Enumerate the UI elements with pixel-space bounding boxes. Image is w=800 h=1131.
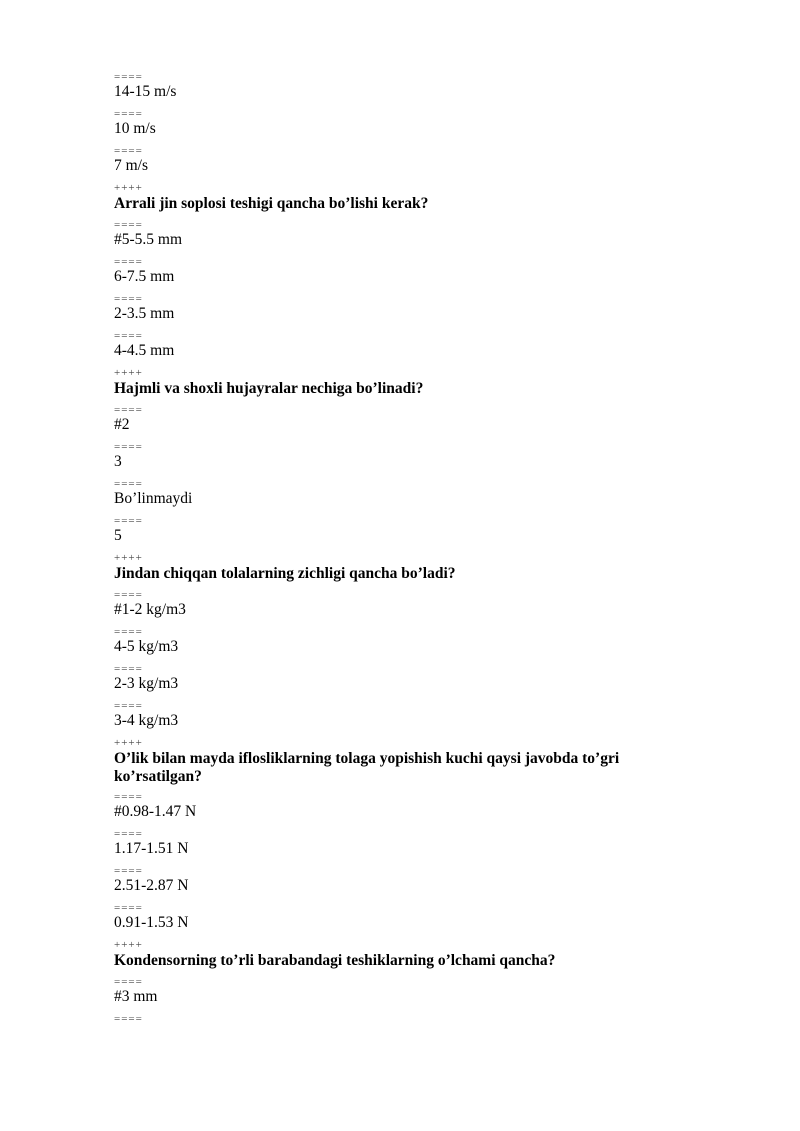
- answer-option: 3: [114, 453, 122, 470]
- question-separator: ++++: [114, 940, 143, 951]
- answer-option: 10 m/s: [114, 120, 156, 137]
- answer-option: 0.91-1.53 N: [114, 914, 189, 931]
- option-separator: ====: [114, 792, 143, 803]
- answer-option: Bo’linmaydi: [114, 490, 193, 507]
- option-separator: ====: [114, 294, 143, 305]
- option-separator: ====: [114, 109, 143, 120]
- answer-option: 7 m/s: [114, 157, 149, 174]
- question-separator: ++++: [114, 183, 143, 194]
- answer-option: 2-3 kg/m3: [114, 675, 179, 692]
- option-separator: ====: [114, 1014, 143, 1025]
- answer-option: #1-2 kg/m3: [114, 601, 186, 618]
- answer-option: 3-4 kg/m3: [114, 712, 179, 729]
- option-separator: ====: [114, 257, 143, 268]
- answer-option: #5-5.5 mm: [114, 231, 183, 248]
- question-separator: ++++: [114, 738, 143, 749]
- answer-option: 4-4.5 mm: [114, 342, 175, 359]
- option-separator: ====: [114, 829, 143, 840]
- question-text: Arrali jin soplosi teshigi qancha bo’lishi kerak?: [114, 195, 429, 212]
- question-separator: ++++: [114, 368, 143, 379]
- option-separator: ====: [114, 405, 143, 416]
- option-separator: ====: [114, 516, 143, 527]
- question-text: Hajmli va shoxli hujayralar nechiga bo’linadi?: [114, 380, 424, 397]
- answer-option: 5: [114, 527, 122, 544]
- option-separator: ====: [114, 664, 143, 675]
- question-text: Kondensorning to’rli barabandagi teshiklarning o’lchami qancha?: [114, 952, 556, 969]
- option-separator: ====: [114, 627, 143, 638]
- answer-option: 6-7.5 mm: [114, 268, 175, 285]
- document-content: [114, 72, 674, 1025]
- answer-option: 4-5 kg/m3: [114, 638, 179, 655]
- option-separator: ====: [114, 701, 143, 712]
- option-separator: ====: [114, 903, 143, 914]
- option-separator: ====: [114, 590, 143, 601]
- option-separator: ====: [114, 146, 143, 157]
- option-separator: ====: [114, 442, 143, 453]
- question-text: Jindan chiqqan tolalarning zichligi qancha bo’ladi?: [114, 565, 456, 582]
- option-separator: ====: [114, 220, 143, 231]
- option-separator: ====: [114, 72, 143, 83]
- option-separator: ====: [114, 977, 143, 988]
- option-separator: ====: [114, 479, 143, 490]
- answer-option: 1.17-1.51 N: [114, 840, 189, 857]
- answer-option: 2.51-2.87 N: [114, 877, 189, 894]
- answer-option: 2-3.5 mm: [114, 305, 175, 322]
- answer-option: #3 mm: [114, 988, 158, 1005]
- question-text: O’lik bilan mayda iflosliklarning tolaga yopishish kuchi qaysi javobda to’gri ko’rsatilgan?: [114, 750, 620, 785]
- answer-option: #0.98-1.47 N: [114, 803, 197, 820]
- option-separator: ====: [114, 866, 143, 877]
- answer-option: #2: [114, 416, 130, 433]
- option-separator: ====: [114, 331, 143, 342]
- answer-option: 14-15 m/s: [114, 83, 177, 100]
- question-separator: ++++: [114, 553, 143, 564]
